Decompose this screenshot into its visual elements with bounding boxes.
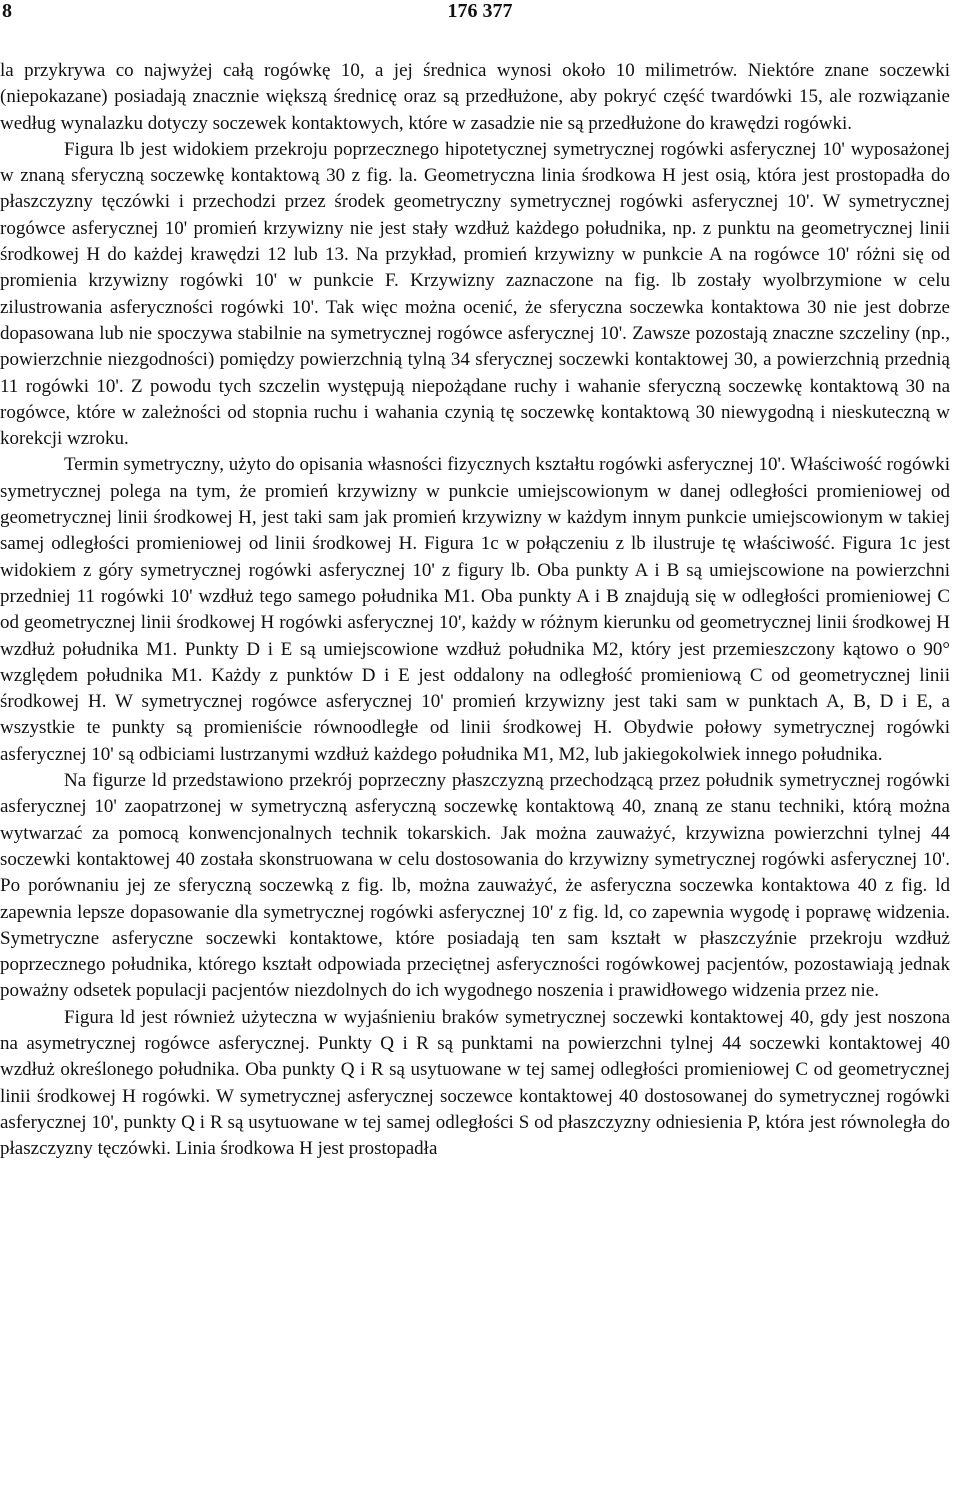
paragraph: Figura lb jest widokiem przekroju poprzecznego hipotetycznej symetrycznej rogówki asferycznej 10' wyposażonej w znaną sferyczną soczewkę kontaktową 30 z fig. la. Geometryczna linia środkowa H jest osią, która jest prostopadła do płaszczyzny tęczówki i przechodzi przez środek geometryczny symetrycznej rogówki asferycznej 10'. W symetrycznej rogówce asferycznej 10' promień krzywizny nie jest stały wzdłuż każdego południka, np. z punktu na geometrycznej linii środkowej H do każdej krawędzi 12 lub 13. Na przykład, promień krzywizny w punkcie A na rogówce 10' różni się od promienia krzywizny rogówki 10' w punkcie F. Krzywizny zaznaczone na fig. lb zostały wyolbrzymione w celu zilustrowania asferyczności rogówki 10'. Tak więc można ocenić, że sferyczna soczewka kontaktowa 30 nie jest dobrze dopasowana lub nie spoczywa stabilnie na symetrycznej rogówce asferycznej 10'. Zawsze pozostają znaczne szczeliny (np., powierzchnie niezgodności) pomiędzy powierzchnią tylną 34 sferycznej soczewki kontaktowej 30, a powierzchnią przednią 11 rogówki 10'. Z powodu tych szczelin występują niepożądane ruchy i wahanie sferyczną soczewkę kontaktową 30 na rogówce, które w zależności od stopnia ruchu i wahania czynią tę soczewkę kontaktową 30 niewygodną i nieskuteczną w korekcji wzroku. — [0, 138, 950, 450]
paragraph: la przykrywa co najwyżej całą rogówkę 10, a jej średnica wynosi około 10 milimetrów. Niektóre znane soczewki (niepokazane) posiadają znacznie większą średnicę oraz są przedłużone, aby pokryć część twardówki 15, ale rozwiązanie według wynalazku dotyczy soczewek kontaktowych, które w zasadzie nie są przedłużone do krawędzi rogówki. — [0, 60, 950, 134]
page-number: 8 — [2, 0, 12, 22]
paragraph: Na figurze ld przedstawiono przekrój poprzeczny płaszczyzną przechodzącą przez południk symetrycznej rogówki asferycznej 10' zaopatrzonej w symetryczną asferyczną soczewkę kontaktową 40, znaną ze stanu techniki, którą można wytwarzać za pomocą konwencjonalnych technik tokarskich. Jak można zauważyć, krzywizna powierzchni tylnej 44 soczewki kontaktowej 40 została skonstruowana w celu dostosowania do krzywizny symetrycznej rogówki asferycznej 10'. Po porównaniu jej ze sferyczną soczewką z fig. lb, można zauważyć, że asferyczna soczewka kontaktowa 40 z fig. ld zapewnia lepsze dopasowanie dla symetrycznej rogówki asferycznej 10' z fig. ld, co zapewnia wygodę i poprawę widzenia. Symetryczne asferyczne soczewki kontaktowe, które posiadają ten sam kształt w płaszczyźnie przekroju wzdłuż poprzecznego południka, którego kształt odpowiada przeciętnej asferyczności rogówkowej pacjentów, pozostawiają jednak poważny odsetek populacji pacjentów niezdolnych do ich wygodnego noszenia i prawidłowego widzenia przez nie. — [0, 770, 950, 1002]
body-text — [0, 58, 950, 1162]
paragraph: Termin symetryczny, użyto do opisania własności fizycznych kształtu rogówki asferycznej 10'. Właściwość rogówki symetrycznej polega na tym, że promień krzywizny w punkcie umiejscowionym w danej odległości promieniowej od geometrycznej linii środkowej H, jest taki sam jak promień krzywizny w każdym innym punkcie umiejscowionym w takiej samej odległości promieniowej od linii środkowej H. Figura 1c w połączeniu z lb ilustruje tę właściwość. Figura 1c jest widokiem z góry symetrycznej rogówki asferycznej 10' z figury lb. Oba punkty A i B są umiejscowione na powierzchni przedniej 11 rogówki 10' wzdłuż tego samego południka M1. Oba punkty A i B znajdują się w odległości promieniowej C od geometrycznej linii środkowej H rogówki asferycznej 10', każdy w różnym kierunku od geometrycznej linii środkowej H wzdłuż południka M1. Punkty D i E są umiejscowione wzdłuż południka M2, który jest przemieszczony kątowo o 90° względem południka M1. Każdy z punktów D i E jest oddalony na odległość promieniową C od geometrycznej linii środkowej H. W symetrycznej rogówce asferycznej 10' promień krzywizny jest taki sam w punktach A, B, D i E, a wszystkie te punkty są promieniście równoodległe od linii środkowej H. Obydwie połowy symetrycznej rogówki asferycznej 10' są odbiciami lustrzanymi wzdłuż każdego południka M1, M2, lub jakiegokolwiek innego południka. — [0, 454, 950, 765]
paragraph: Figura ld jest również użyteczna w wyjaśnieniu braków symetrycznej soczewki kontaktowej 40, gdy jest noszona na asymetrycznej rogówce asferycznej. Punkty Q i R są punktami na powierzchni tylnej 44 soczewki kontaktowej 40 wzdłuż określonego południka. Oba punkty Q i R są usytuowane w tej samej odległości promieniowej C od geometrycznej linii środkowej H rogówki. W symetrycznej asferycznej soczewce kontaktowej 40 dostosowanej do symetrycznej rogówki asferycznej 10', punkty Q i R są usytuowane w tej samej odległości S od płaszczyzny odniesienia P, która jest równoległa do płaszczyzny tęczówki. Linia środkowa H jest prostopadła — [0, 1006, 950, 1160]
document-number: 176 377 — [447, 0, 513, 22]
